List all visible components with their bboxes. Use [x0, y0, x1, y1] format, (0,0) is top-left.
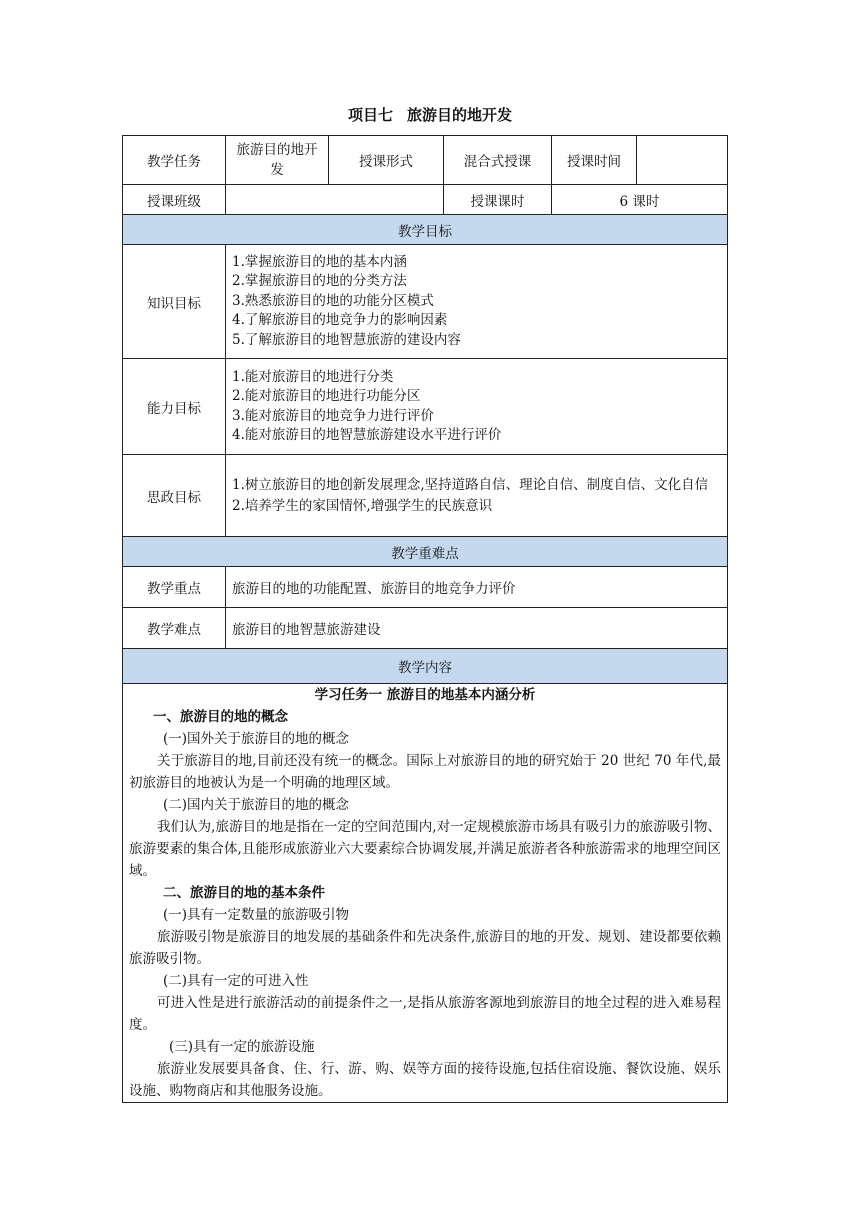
subheading-facility: (三)具有一定的旅游设施: [169, 1039, 315, 1055]
subheading-foreign: (一)国外关于旅游目的地的概念: [163, 731, 350, 747]
list-item: 1.掌握旅游目的地的基本内涵: [232, 253, 407, 270]
list-item: 4.了解旅游目的地竞争力的影响因素: [232, 312, 448, 329]
section-content: [123, 649, 728, 684]
row-key-point: [123, 567, 728, 608]
label-teaching-form: 授课形式: [329, 136, 444, 185]
paragraph-foreign: 关于旅游目的地,目前还没有统一的概念。国际上对旅游目的地的研究始于 20 世纪 70 年代,最初旅游目的地被认为是一个明确的地理区域。: [129, 753, 721, 791]
value-class: [226, 185, 444, 215]
row-ability: [123, 359, 728, 455]
paragraph-facility: 旅游业发展要具备食、住、行、游、购、娱等方面的接待设施,包括住宿设施、餐饮设施、娱乐设施、购物商店和其他服务设施。: [129, 1061, 721, 1099]
value-teaching-task: 旅游目的地开发: [226, 136, 329, 185]
row-knowledge: [123, 245, 728, 359]
list-item: 3.熟悉旅游目的地的功能分区模式: [232, 292, 434, 309]
label-hours: 授课课时: [444, 185, 552, 215]
value-hours: 6 课时: [552, 185, 728, 215]
value-teaching-time: [637, 136, 728, 185]
label-class: 授课班级: [123, 185, 226, 215]
section-keypoints-title: 教学重难点: [123, 537, 728, 567]
label-ability: 能力目标: [123, 359, 226, 455]
ability-list: [226, 359, 728, 455]
paragraph-access: 可进入性是进行旅游活动的前提条件之一,是指从旅游客源地到旅游目的地全过程的进入难易程度。: [129, 995, 721, 1033]
label-teaching-task: 教学任务: [123, 136, 226, 185]
row-content: [123, 684, 728, 1103]
label-ideology: 思政目标: [123, 455, 226, 537]
list-item: 4.能对旅游目的地智慧旅游建设水平进行评价: [232, 427, 502, 443]
list-item: 2.能对旅游目的地进行功能分区: [232, 388, 421, 404]
row-task: [123, 136, 728, 185]
list-item: 3.能对旅游目的地竞争力进行评价: [232, 407, 434, 424]
row-class: [123, 185, 728, 215]
list-item: 5.了解旅游目的地智慧旅游的建设内容: [232, 331, 461, 348]
subheading-attraction: (一)具有一定数量的旅游吸引物: [163, 907, 350, 923]
subheading-domestic: (二)国内关于旅游目的地的概念: [163, 797, 350, 813]
value-key-point: 旅游目的地的功能配置、旅游目的地竞争力评价: [226, 567, 728, 608]
paragraph-domestic: 我们认为,旅游目的地是指在一定的空间范围内,对一定规模旅游市场具有吸引力的旅游吸引物、旅游要素的集合体,且能形成旅游业六大要素综合协调发展,并满足旅游者各种旅游需求的地理空间区域。: [129, 819, 721, 879]
section-content-title: 教学内容: [123, 649, 728, 684]
subheading-access: (二)具有一定的可进入性: [163, 973, 309, 989]
label-key-point: 教学重点: [123, 567, 226, 608]
row-difficult-point: [123, 608, 728, 649]
page-title: [0, 104, 860, 125]
ideology-list: [226, 455, 728, 537]
value-difficult-point: 旅游目的地智慧旅游建设: [226, 608, 728, 649]
heading-concept: 一、旅游目的地的概念: [153, 709, 288, 725]
row-ideology: [123, 455, 728, 537]
value-teaching-form: 混合式授课: [444, 136, 552, 185]
section-objectives: [123, 215, 728, 245]
list-item: 1.树立旅游目的地创新发展理念,坚持道路自信、理论自信、制度自信、文化自信: [232, 476, 709, 493]
list-item: 2.掌握旅游目的地的分类方法: [232, 273, 407, 290]
section-keypoints: [123, 537, 728, 567]
label-teaching-time: 授课时间: [552, 136, 637, 185]
label-difficult-point: 教学难点: [123, 608, 226, 649]
list-item: 1.能对旅游目的地进行分类: [232, 368, 394, 385]
knowledge-list: [226, 245, 728, 359]
list-item: 2.培养学生的家国情怀,增强学生的民族意识: [232, 497, 493, 514]
title-project: 项目七: [347, 106, 393, 124]
heading-conditions: 二、旅游目的地的基本条件: [163, 885, 325, 901]
label-knowledge: 知识目标: [123, 245, 226, 359]
section-objectives-title: 教学目标: [123, 215, 728, 245]
lesson-plan-table: [122, 135, 728, 1103]
task-title: 学习任务一 旅游目的地基本内涵分析: [314, 687, 536, 703]
content-body: [123, 684, 728, 1103]
title-topic: 旅游目的地开发: [407, 106, 513, 124]
paragraph-attraction: 旅游吸引物是旅游目的地发展的基础条件和先决条件,旅游目的地的开发、规划、建设都要依赖旅游吸引物。: [129, 929, 721, 967]
